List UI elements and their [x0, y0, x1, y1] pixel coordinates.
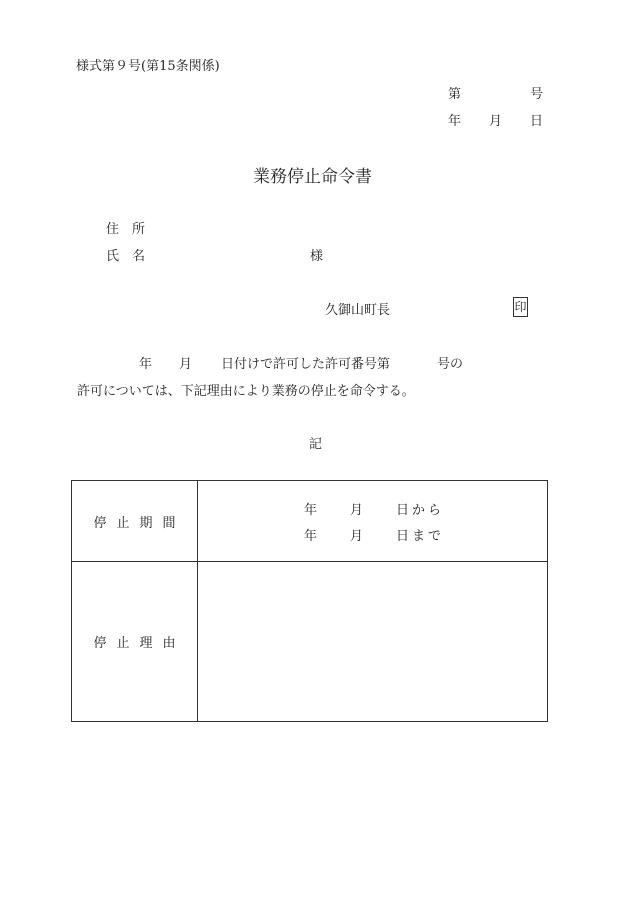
body-line1-end: 号の [437, 357, 464, 372]
body-month: 月 [179, 357, 193, 372]
seal-mark: 印 [513, 297, 528, 317]
date-year: 年 [448, 114, 462, 129]
order-details-table [71, 480, 548, 722]
period-from-day: 日から [396, 503, 445, 518]
period-label-cell [72, 481, 198, 562]
form-label: 様式第９号(第15条関係) [76, 59, 220, 74]
reason-value-cell [198, 562, 548, 722]
address-label: 住 所 [106, 222, 146, 237]
period-value-cell [198, 481, 548, 562]
period-row [72, 481, 548, 562]
period-to-day: 日まで [396, 529, 445, 544]
period-from-year: 年 [304, 503, 318, 518]
number-go: 号 [530, 87, 544, 102]
period-to-line [198, 521, 547, 547]
reason-row [72, 562, 548, 722]
reason-label: 停止理由 [93, 636, 186, 651]
period-to-month: 月 [350, 529, 364, 544]
number-dai: 第 [448, 87, 462, 102]
body-year: 年 [139, 357, 153, 372]
period-from-month: 月 [350, 503, 364, 518]
date-day: 日 [530, 114, 544, 129]
name-label: 氏 名 [106, 249, 146, 264]
date-month: 月 [489, 114, 503, 129]
period-to-year: 年 [304, 529, 318, 544]
honorific: 様 [310, 249, 324, 264]
period-from-line [198, 495, 547, 521]
period-label: 停止期間 [93, 515, 186, 531]
body-line1-text: 日付けで許可した許可番号第 [221, 357, 391, 372]
body-line2: 許可については、下記理由により業務の停止を命令する。 [77, 384, 415, 399]
document-title: 業務停止命令書 [253, 167, 372, 187]
ki-mark: 記 [309, 437, 323, 452]
reason-label-cell [72, 562, 198, 722]
issuer-name: 久御山町長 [325, 303, 391, 318]
